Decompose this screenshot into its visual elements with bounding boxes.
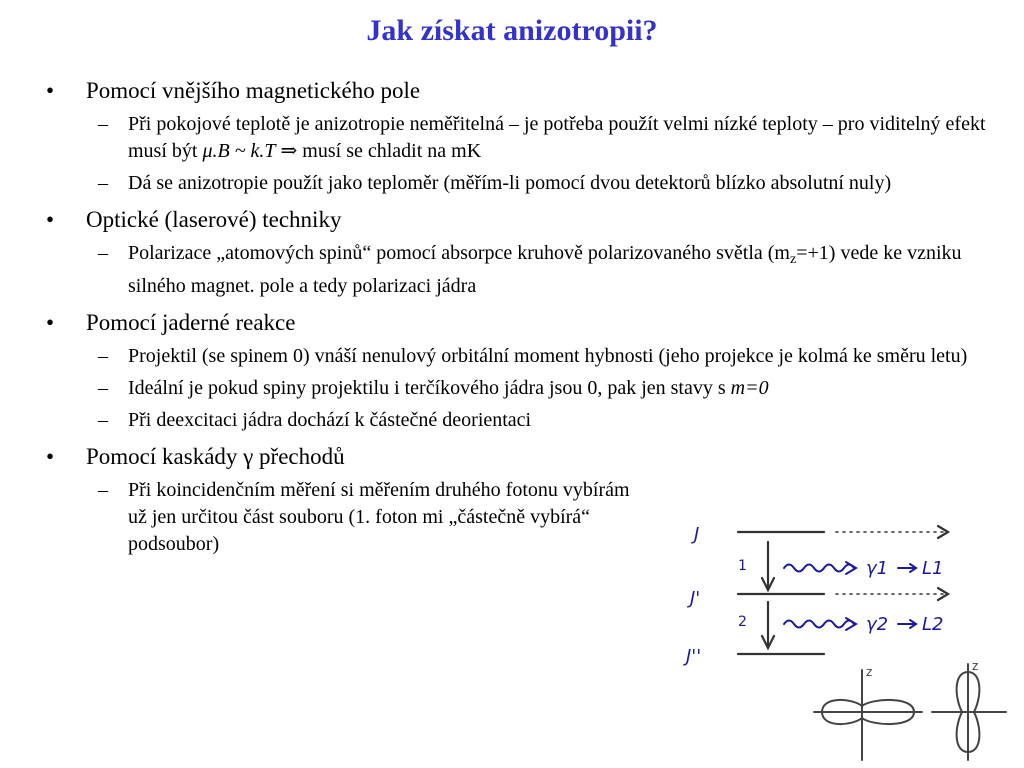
math-mu-b-kt: μ.B ~ k.T <box>202 140 276 162</box>
photon-label-2: γ2 <box>866 614 889 635</box>
transition-label-2: 2 <box>738 614 747 630</box>
photon-label-1: γ1 <box>866 558 889 579</box>
sub-deexcitation: – Při deexcitaci jádra dochází k částečné deorientaci <box>98 409 532 431</box>
transition-label-1: 1 <box>738 558 747 574</box>
bullet-list <box>42 68 1002 558</box>
subscript-z: z <box>790 252 797 267</box>
bullet-optical: • Optické (laserové) techniky <box>42 205 1002 235</box>
level-label-j1: J' <box>690 588 701 609</box>
bullet-magnetic-field: • Pomocí vnějšího magnetického pole <box>42 76 1002 106</box>
sub-coincidence: – Při koincidenčním měření si měřením druhého fotonu vybírám už jen určitou část souboru (1. foton mi „částečně vybírá“ podsoubor) <box>98 479 630 555</box>
sub-thermometer: – Dá se anizotropie použít jako teploměr (měřím-li pomocí dvou detektorů blízko absolutní nuly) <box>98 172 892 194</box>
math-m0: m=0 <box>730 377 769 399</box>
bullet-gamma-cascade: • Pomocí kaskády γ přechodů <box>42 442 1002 472</box>
axis-label-z-2: z <box>972 659 979 673</box>
level-label-j: J <box>694 524 700 545</box>
slide-title: Jak získat anizotropii? <box>366 14 658 47</box>
l-label-1: L1 <box>922 558 944 579</box>
level-label-j2: J'' <box>686 646 702 667</box>
l-label-2: L2 <box>922 614 944 635</box>
implies-icon: ⇒ <box>275 140 298 162</box>
sub-ideal: – Ideální je pokud spiny projektilu i terčíkového jádra jsou 0, pak jen stavy s m=0 <box>98 377 769 399</box>
sub-polarization: – Polarizace „atomových spinů“ pomocí absorpce kruhově polarizovaného světla $(m_z=+1)$ vede ke vzniku silného magnet. pole a tedy polarizaci jádra <box>98 242 962 297</box>
cascade-diagram <box>676 512 1016 762</box>
photon-wave-2 <box>784 621 854 628</box>
photon-wave-1 <box>784 565 854 572</box>
angular-distribution-sketches <box>814 664 1006 760</box>
sub-projectile: – Projektil (se spinem 0) vnáší nenulový orbitální moment hybnosti (jeho projekce je kolmá ke směru letu) <box>98 345 968 367</box>
bullet-nuclear-reaction: • Pomocí jaderné reakce <box>42 308 1002 338</box>
sub-room-temperature: – Při pokojové teplotě je anizotropie neměřitelná – je potřeba použít velmi nízké teploty – pro viditelný efekt musí být μ.B ~ k.T ⇒ musí se chladit na mK <box>98 113 986 162</box>
axis-label-z-1: z <box>866 665 873 679</box>
